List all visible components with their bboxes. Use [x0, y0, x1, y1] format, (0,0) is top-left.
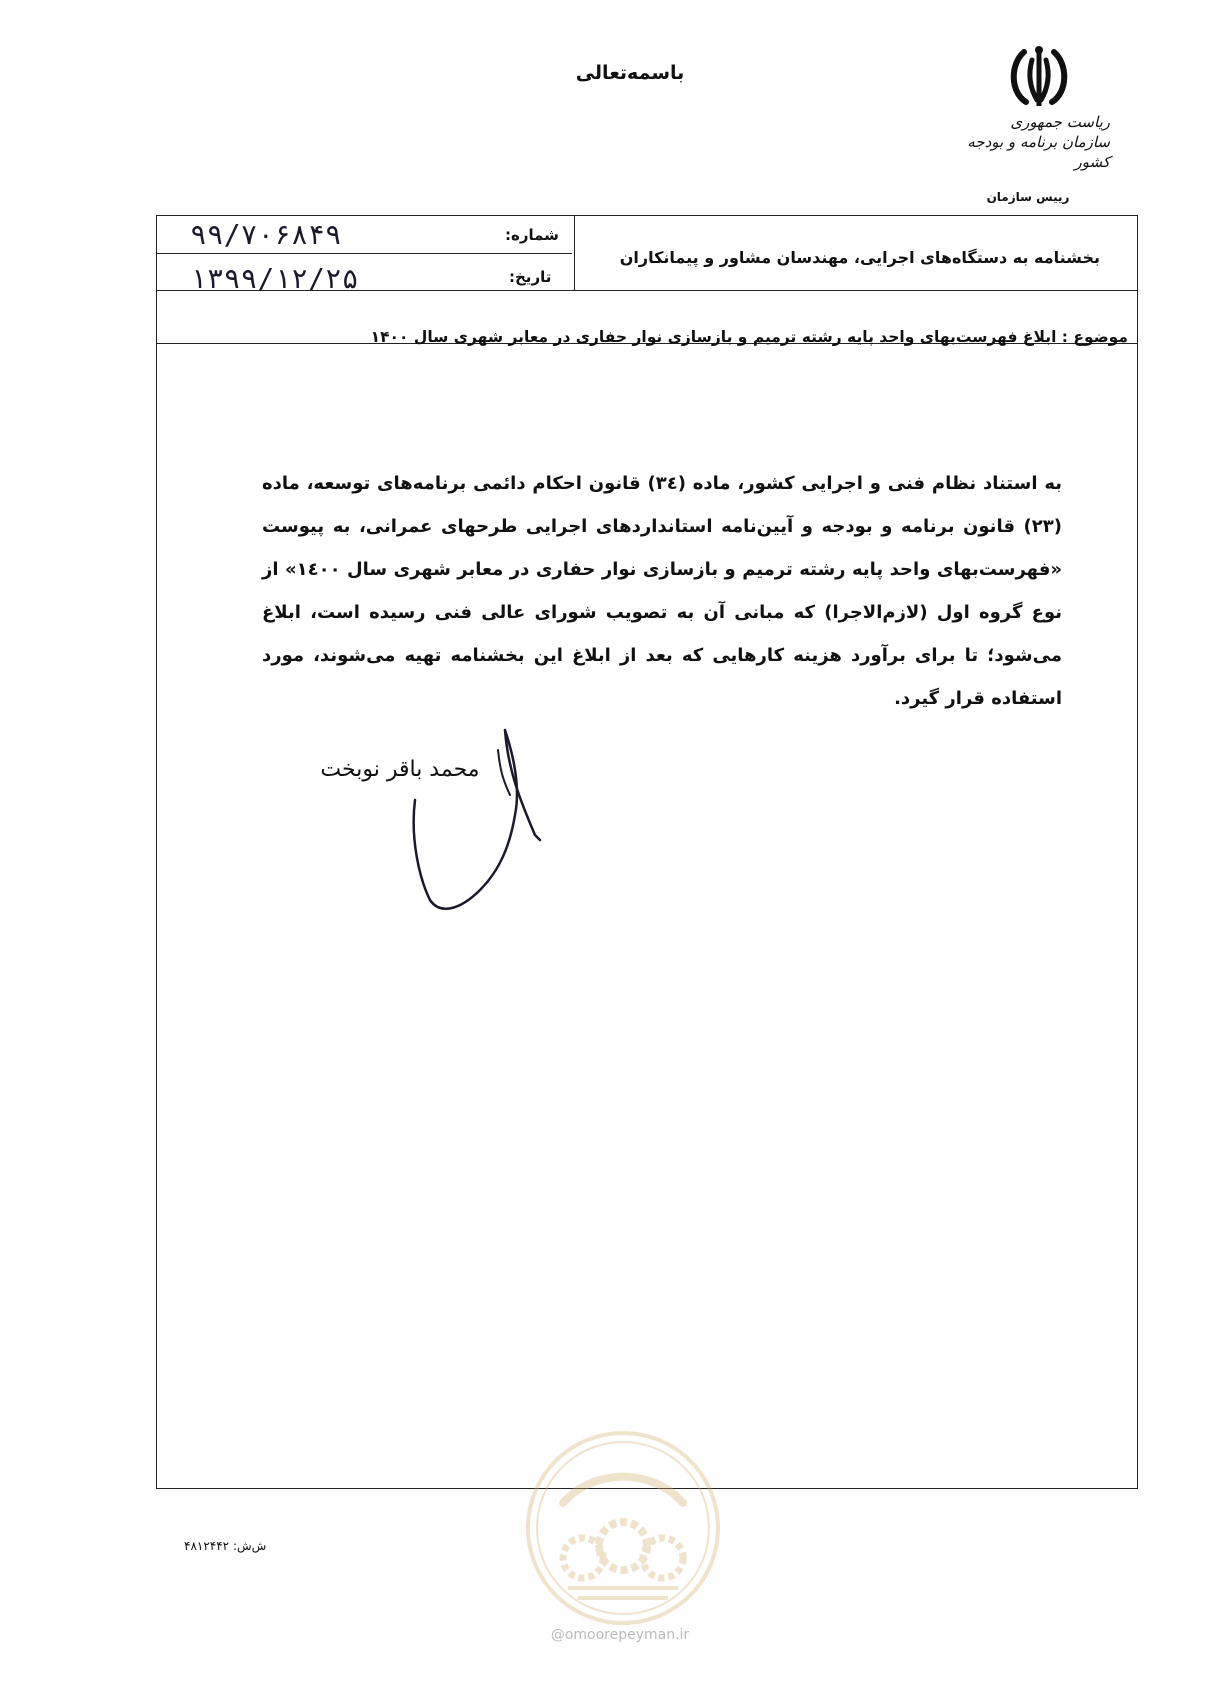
document-code: ش‌ش: ۴۸۱۲۴۴۲: [184, 1539, 267, 1553]
subject-line: موضوع : ابلاغ فهرست‌بهای واحد پایه رشته ترمیم و بازسازی نوار حفاری در معابر شهری سال ۱۴۰۰: [370, 328, 1128, 346]
website-handle: @omoorepeyman.ir: [550, 1627, 690, 1643]
number-value: ۹۹/۷۰۶۸۴۹: [190, 218, 342, 251]
organization-name: [960, 112, 1110, 172]
recipients-line: بخشنامه به دستگاه‌های اجرایی، مهندسان مشاور و پیمانکاران: [619, 248, 1100, 267]
office-title: رییس سازمان: [986, 190, 1070, 204]
number-label: شماره:: [505, 226, 559, 244]
letter-body: به استناد نظام فنی و اجرایی کشور، ماده (۳٤) قانون احکام دائمی برنامه‌های توسعه، ماده (۲۳) قانون برنامه و بودجه و آیین‌نامه استانداردهای اجرایی طرحهای عمرانی، به پیوست «فهرست‌بهای واحد پایه رشته ترمیم و بازسازی نوار حفاری در معابر شهری سال ۱٤۰۰» از نوع گروه اول (لازم‌الاجرا) که مبانی آن به تصویب شورای عالی فنی رسیده است، ابلاغ می‌شود؛ تا برای برآورد هزینه کارهایی که بعد از ابلاغ این بخشنامه تهیه می‌شوند، مورد استفاده قرار گیرد.: [262, 473, 1063, 709]
meta-row-divider: [157, 253, 572, 254]
omoore-peyman-watermark-logo: [523, 1428, 723, 1628]
meta-column-divider: [574, 216, 575, 290]
date-value: ۱۳۹۹/۱۲/۲۵: [190, 262, 359, 295]
signer-name: محمد باقر نوبخت: [320, 757, 480, 782]
org-line-presidency: ریاست جمهوری: [1010, 113, 1110, 131]
signature-mark: [380, 720, 560, 920]
bismillah-heading: باسمه‌تعالی: [575, 62, 685, 84]
letter-frame: [156, 215, 1138, 1489]
org-line-organization: سازمان برنامه و بودجه کشور: [967, 133, 1110, 171]
iran-emblem-icon: [1004, 44, 1074, 114]
date-label: تاریخ:: [509, 268, 552, 286]
